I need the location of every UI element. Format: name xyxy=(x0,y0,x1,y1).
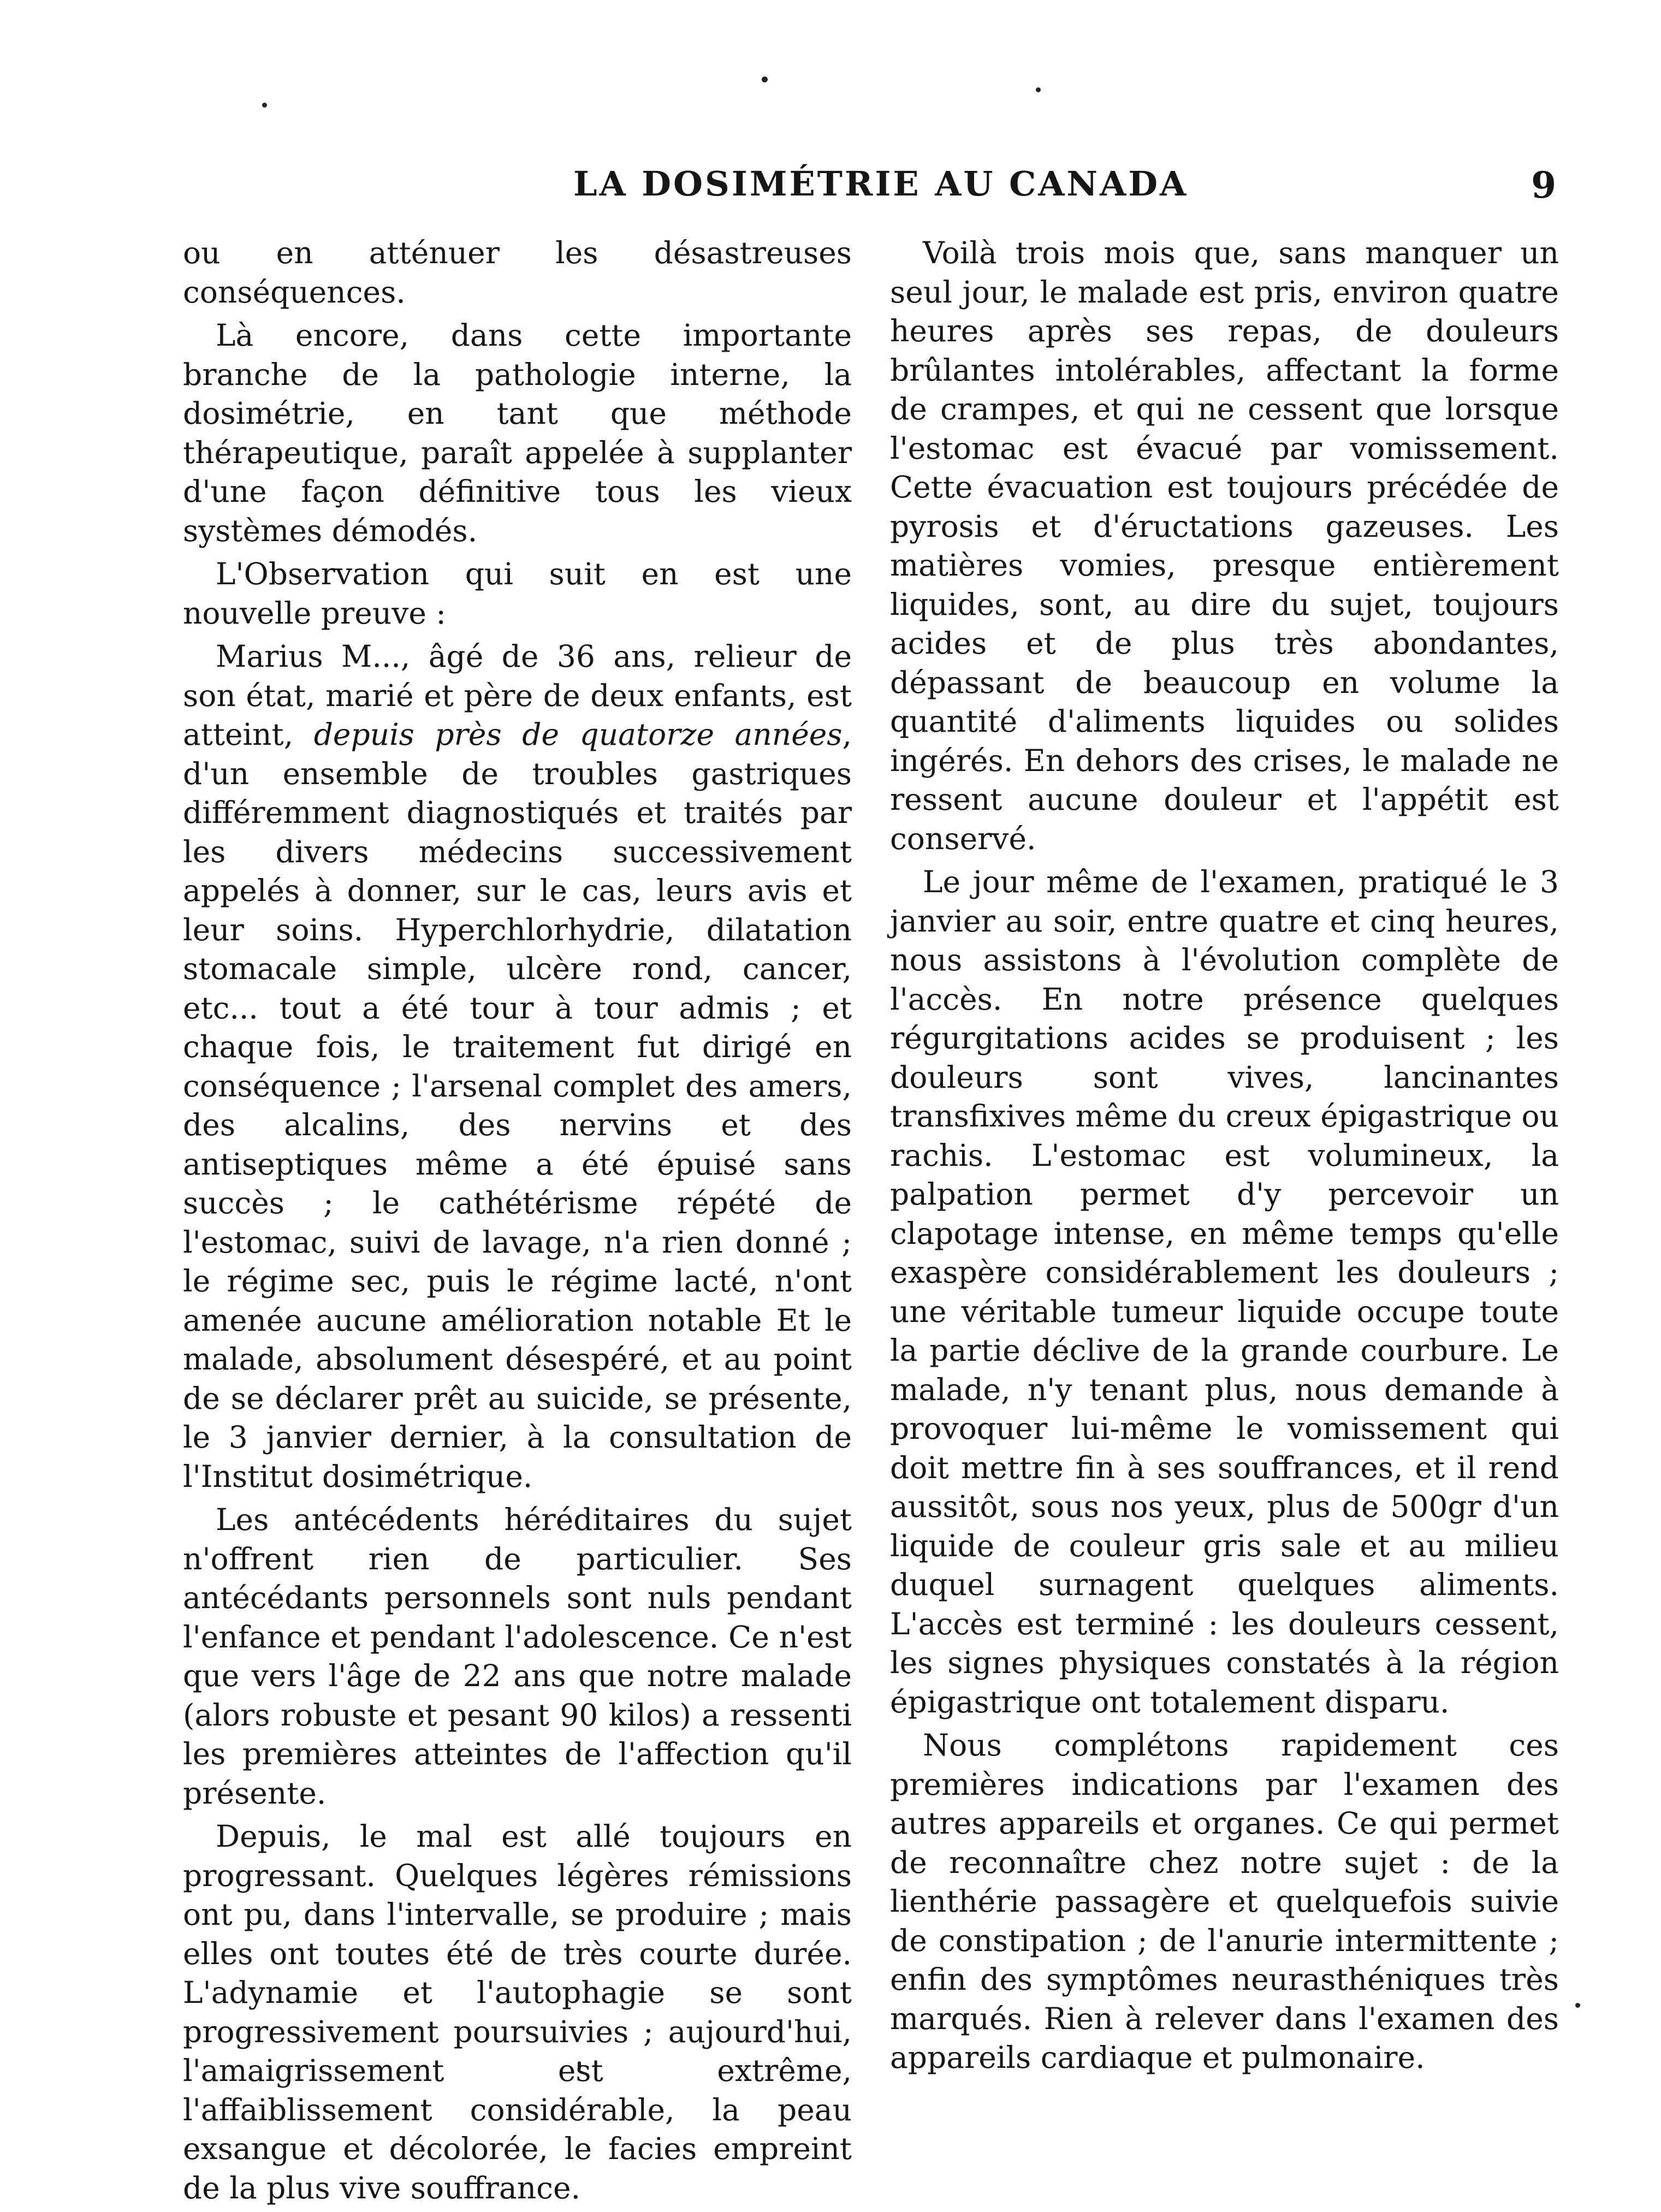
emphasized-text: depuis près de quatorze années xyxy=(313,717,843,752)
paragraph-text: Marius M..., âgé de 36 ans, relieur de son état, marié et père de deux enfants, est atteint, xyxy=(183,639,852,752)
paragraph: Les antécédents héréditaires du sujet n'offrent rien de particulier. Ses antécédants personnels sont nuls pendant l'enfance et pendant l'adolescence. Ce n'est que vers l'âge de 22 ans que notre malade (alors robuste et pesant 90 kilos) a ressenti les premières atteintes de l'affection qu'il présente. xyxy=(183,1502,852,1811)
right-column xyxy=(890,234,1559,2082)
paragraph: Nous complétons rapidement ces premières indications par l'examen des autres appareils et organes. Ce qui permet de reconnaître chez notre sujet : de la lienthérie passagère et quelquefois suivie de constipation ; de l'anurie intermittente ; enfin des symptômes neurasthéniques très marqués. Rien à relever dans l'examen des appareils cardiaque et pulmonaire. xyxy=(890,1728,1559,2075)
left-column xyxy=(183,234,852,2212)
print-speck xyxy=(762,76,768,82)
running-header xyxy=(180,164,1556,207)
paragraph: L'Observation qui suit en est une nouvelle preuve : xyxy=(183,556,852,631)
page-number: 9 xyxy=(1531,164,1556,206)
paragraph: Le jour même de l'examen, pratiqué le 3 janvier au soir, entre quatre et cinq heures, nous assistons à l'évolution complète de l'accès. En notre présence quelques régurgitations acides se produisent ; les douleurs sont vives, lancinantes transfixives même du creux épigastrique ou rachis. L'estomac est volumineux, la palpation permet d'y percevoir un clapotage intense, en même temps qu'elle exaspère considérablement les douleurs ; une véritable tumeur liquide occupe toute la partie déclive de la grande courbure. Le malade, n'y tenant plus, nous demande à provoquer lui-même le vomissement qui doit mettre fin à ses souffrances, et il rend aussitôt, sous nos yeux, plus de 500gr d'un liquide de couleur gris sale et au milieu duquel surnagent quelques aliments. L'accès est terminé : les douleurs cessent, les signes physiques constatés à la région épigastrique ont totalement disparu. xyxy=(890,864,1559,1719)
paragraph-text: , d'un ensemble de troubles gastriques différemment diagnostiqués et traités par les divers médecins successivement appelés à donner, sur le cas, leurs avis et leur soins. Hyperchlorhydrie, dilatation stomacale simple, ulcère rond, cancer, etc... tout a été tour à tour admis ; et chaque fois, le traitement fut dirigé en conséquence ; l'arsenal complet des amers, des alcalins, des nervins et des antiseptiques même a été épuisé sans succès ; le cathétérisme répété de l'estomac, suivi de lavage, n'a rien donné ; le régime sec, puis le régime lacté, n'ont amenée aucune amélioration notable Et le malade, absolument désespéré, et au point de se déclarer prêt au suicide, se présente, le 3 janvier dernier, à la consultation de l'Institut dosimétrique. xyxy=(183,717,852,1494)
paragraph: Là encore, dans cette importante branche de la pathologie interne, la dosimétrie, en tant que méthode thérapeutique, paraît appelée à supplanter d'une façon définitive tous les vieux systèmes démodés. xyxy=(183,318,852,548)
paragraph-case-history xyxy=(183,637,852,1496)
paragraph: Depuis, le mal est allé toujours en progressant. Quelques légères rémissions ont pu, dans l'intervalle, se produire ; mais elles ont toutes été de très courte durée. L'adynamie et l'autophagie se sont progressivement poursuivies ; aujourd'hui, l'amaigrissement est extrême, l'affaiblissement considérable, la peau exsangue et décolorée, le facies empreint de la plus vive souffrance. xyxy=(183,1819,852,2205)
print-speck xyxy=(262,103,267,108)
running-title: LA DOSIMÉTRIE AU CANADA xyxy=(573,164,1189,204)
paragraph: Voilà trois mois que, sans manquer un seul jour, le malade est pris, environ quatre heures après ses repas, de douleurs brûlantes intolérables, affectant la forme de crampes, et qui ne cessent que lorsque l'estomac est évacué par vomissement. Cette évacuation est toujours précédée de pyrosis et d'éructations gazeuses. Les matières vomies, presque entièrement liquides, sont, au dire du sujet, toujours acides et de plus très abondantes, dépassant de beaucoup en volume la quantité d'aliments liquides ou solides ingérés. En dehors des crises, le malade ne ressent aucune douleur et l'appétit est conservé. xyxy=(890,235,1559,856)
print-speck xyxy=(1575,2003,1580,2008)
print-speck xyxy=(1036,87,1041,92)
paragraph: ou en atténuer les désastreuses conséquences. xyxy=(183,235,852,310)
